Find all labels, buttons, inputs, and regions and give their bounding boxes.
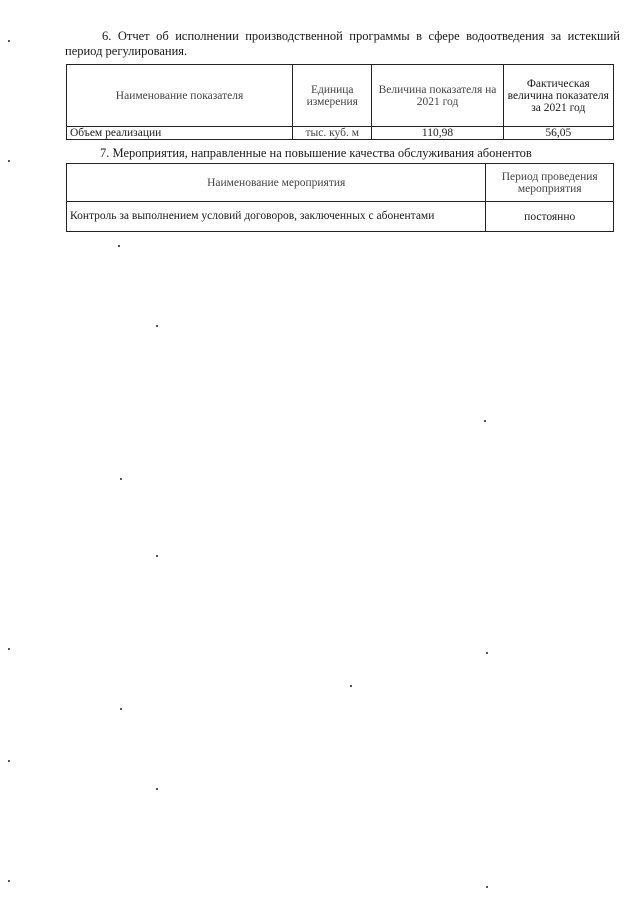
row-measure-period: постоянно: [486, 202, 614, 232]
table-row: [67, 127, 614, 140]
header-actual-value: Фактическая величина показателя за 2021 год: [503, 65, 613, 127]
scan-speck: [118, 245, 120, 247]
scan-speck: [350, 685, 352, 687]
table-row: [67, 202, 614, 232]
scan-speck: [156, 788, 158, 790]
scan-speck: [486, 886, 488, 888]
section-7-heading: 7. Мероприятия, направленные на повышение качества обслуживания абонентов: [100, 146, 532, 160]
header-indicator-name: Наименование показателя: [67, 65, 293, 127]
header-measure-name: Наименование мероприятия: [67, 164, 486, 202]
scan-speck: [484, 420, 486, 422]
scan-speck: [120, 478, 122, 480]
section-6-heading: 6. Отчет об исполнении производственной программы в сфере водоотведения за истекший период регулирования.: [65, 29, 620, 58]
scan-speck: [8, 648, 10, 650]
scan-speck: [8, 880, 10, 882]
row-plan-value: 110,98: [372, 127, 503, 140]
table-header-row: [67, 65, 614, 127]
scan-speck: [8, 760, 10, 762]
scan-speck: [156, 325, 158, 327]
scan-speck: [120, 708, 122, 710]
row-measure-name: Контроль за выполнением условий договоров, заключенных с абонентами: [67, 202, 486, 232]
header-measure-period: Период проведения мероприятия: [486, 164, 614, 202]
customer-service-measures-table: [66, 163, 614, 232]
scan-speck: [8, 40, 10, 42]
scan-speck: [486, 652, 488, 654]
row-actual-value: 56,05: [503, 127, 613, 140]
scan-speck: [8, 160, 10, 162]
header-unit: Единица измерения: [293, 65, 372, 127]
scan-speck: [156, 555, 158, 557]
row-indicator-name: Объем реализации: [67, 127, 293, 140]
row-unit: тыс. куб. м: [293, 127, 372, 140]
production-program-report-table: [66, 64, 614, 140]
header-plan-value: Величина показателя на 2021 год: [372, 65, 503, 127]
table-header-row: [67, 164, 614, 202]
